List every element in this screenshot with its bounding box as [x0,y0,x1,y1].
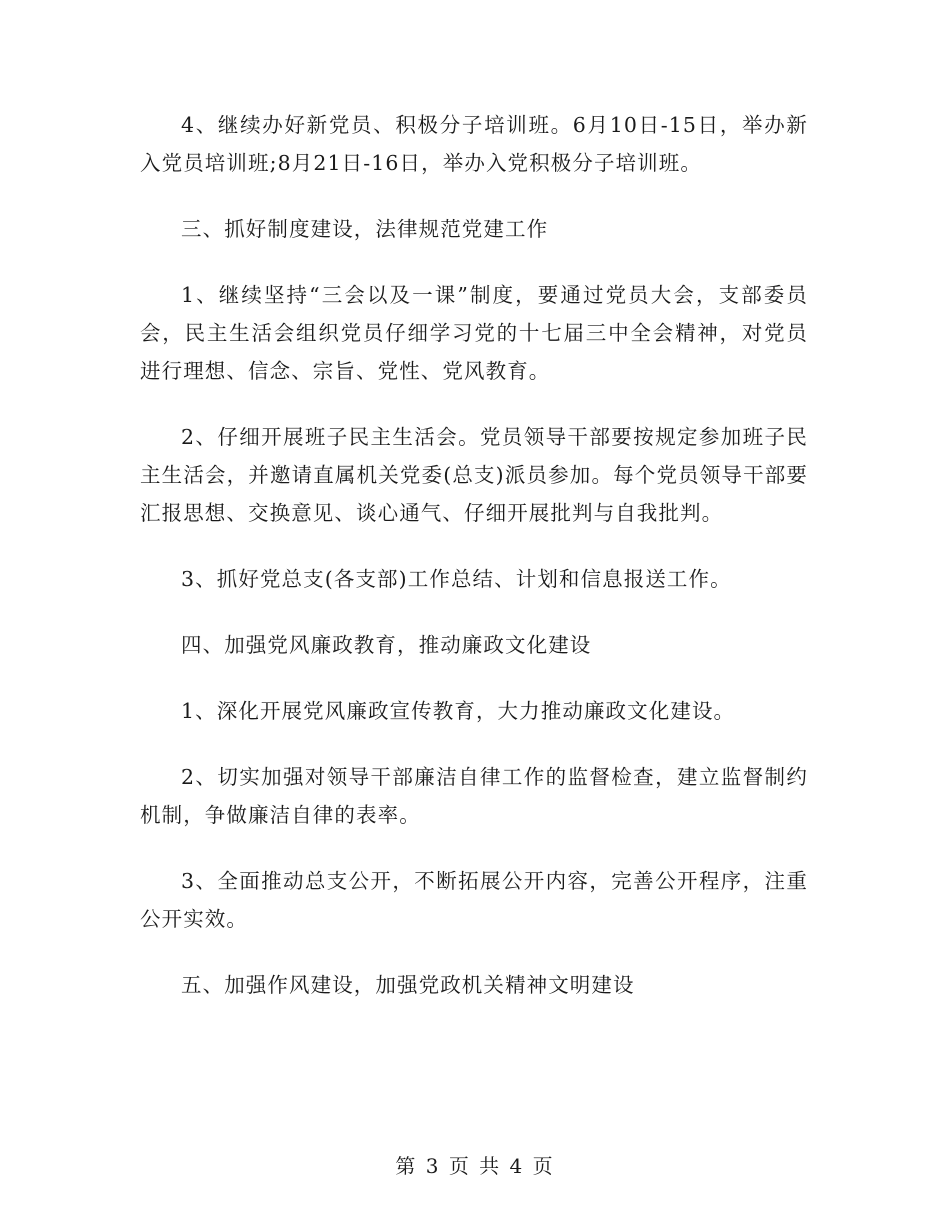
paragraph-item-4-training: 4、继续办好新党员、积极分子培训班。6月10日-15日，举办新入党员培训班;8月21日-16日，举办入党积极分子培训班。 [140,113,808,175]
section-heading-3: 三、抓好制度建设，法律规范党建工作 [181,217,549,241]
paragraph-item-3-reporting: 3、抓好党总支(各支部)工作总结、计划和信息报送工作。 [181,567,732,591]
paragraph-item-1-integrity-education: 1、深化开展党风廉政宣传教育，大力推动廉政文化建设。 [181,699,736,723]
paragraph-item-1-meetings: 1、继续坚持“三会以及一课”制度，要通过党员大会，支部委员会，民主生活会组织党员仔细学习党的十七届三中全会精神，对党员进行理想、信念、宗旨、党性、党风教育。 [140,283,808,383]
section-heading-5: 五、加强作风建设，加强党政机关精神文明建设 [181,973,635,997]
section-heading-4: 四、加强党风廉政教育，推动廉政文化建设 [181,633,592,657]
page-number-footer: 第 3 页 共 4 页 [395,1154,555,1178]
paragraph-item-2-supervision: 2、切实加强对领导干部廉洁自律工作的监督检查，建立监督制约机制，争做廉洁自律的表率。 [140,765,808,827]
document-body [140,106,808,1032]
paragraph-item-2-democratic-life: 2、仔细开展班子民主生活会。党员领导干部要按规定参加班子民主生活会，并邀请直属机关党委(总支)派员参加。每个党员领导干部要汇报思想、交换意见、谈心通气、仔细开展批判与自我批判。 [140,425,808,525]
paragraph-item-3-transparency: 3、全面推动总支公开，不断拓展公开内容，完善公开程序，注重公开实效。 [140,869,808,931]
